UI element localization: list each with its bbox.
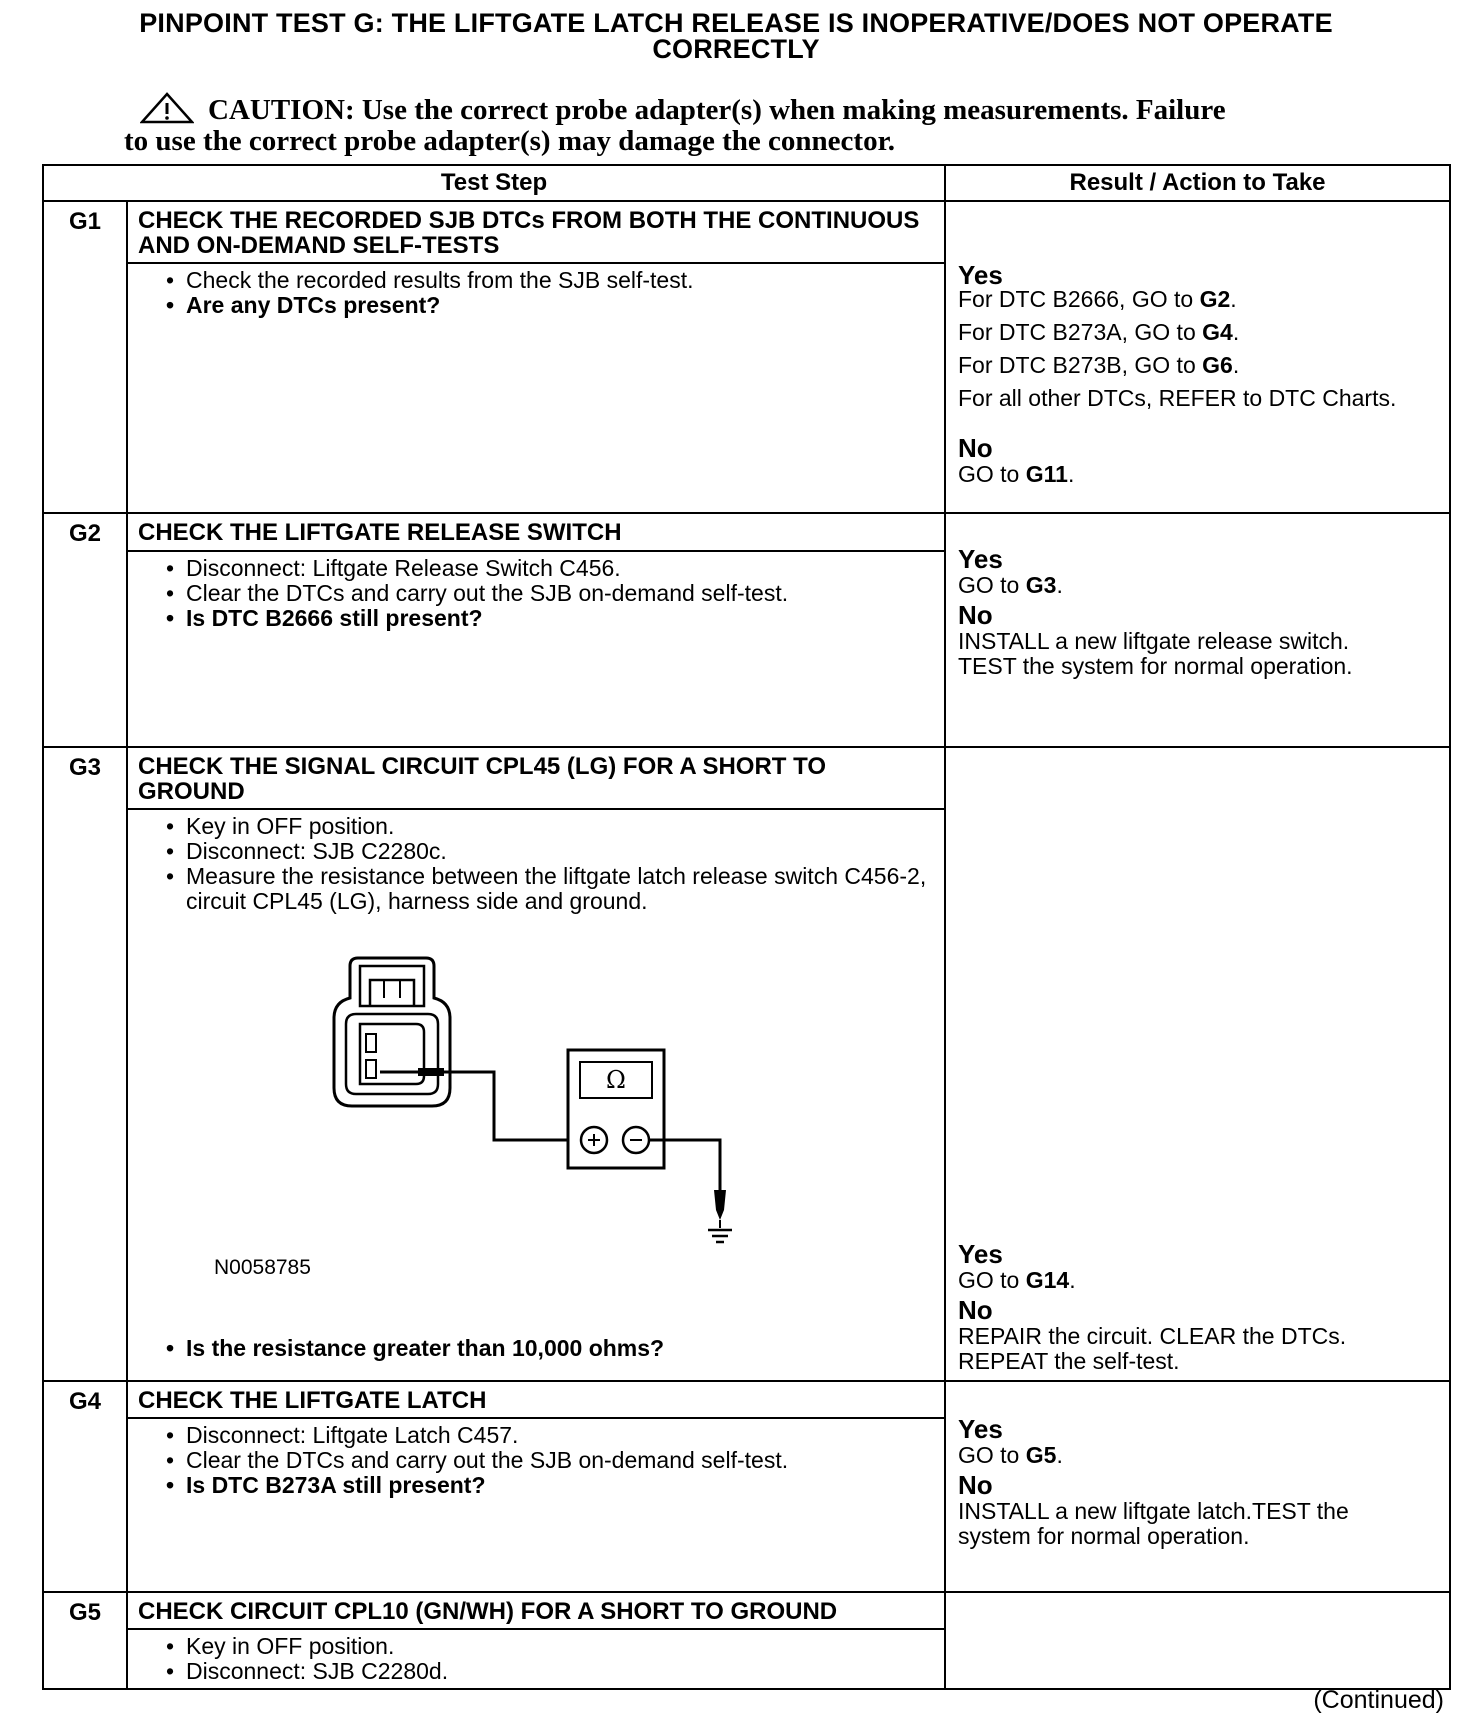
goto-ref: G14 [1025, 1267, 1070, 1293]
title-line-1: PINPOINT TEST G: THE LIFTGATE LATCH RELEASE IS INOPERATIVE/DOES NOT OPERATE [139, 8, 1333, 38]
step-bullet: • Disconnect: Liftgate Latch C457. [166, 1423, 934, 1448]
step-bullet: • Measure the resistance between the liftgate latch release switch C456-2, circuit CPL45 (LG), harness side and ground. [166, 864, 934, 914]
yes-action: GO to [958, 1267, 1026, 1293]
step-g5-head-row [43, 1592, 1450, 1629]
step-body [127, 551, 945, 747]
step-bullet: • Disconnect: SJB C2280c. [166, 839, 934, 864]
yes-label: Yes [958, 544, 1003, 574]
caution-notice [124, 92, 1374, 157]
step-bullet: • Disconnect: SJB C2280d. [166, 1659, 934, 1684]
step-g3-head-row [43, 747, 1450, 809]
connector-c456-icon [334, 958, 450, 1106]
no-action: REPAIR the circuit. CLEAR the DTCs. [958, 1323, 1347, 1349]
probe-wire [444, 1072, 578, 1140]
yes-label: Yes [958, 260, 1003, 290]
step-bullet: • Check the recorded results from the SJB self-test. [166, 268, 934, 293]
table-header-row [43, 165, 1450, 201]
goto-ref: G5 [1025, 1442, 1057, 1468]
step-g1-head-row [43, 201, 1450, 263]
step-g2-result: Yes GO to G3. No INSTALL a new liftgate release switch. TEST the system for normal operation. [945, 513, 1450, 747]
yes-action: GO to [958, 1442, 1026, 1468]
step-heading: CHECK THE LIFTGATE RELEASE SWITCH [127, 513, 945, 551]
step-id: G2 [43, 513, 127, 747]
step-body [127, 1629, 945, 1689]
goto-ref: G4 [1202, 319, 1233, 345]
no-action: system for normal operation. [958, 1523, 1250, 1549]
step-id: G1 [43, 201, 127, 513]
yes-action: For DTC B2666, GO to [958, 286, 1200, 312]
no-action: INSTALL a new liftgate latch.TEST the [958, 1498, 1349, 1524]
no-label: No [958, 600, 993, 630]
step-bullet: • Key in OFF position. [166, 814, 934, 839]
step-question: • Is DTC B2666 still present? [166, 606, 934, 631]
no-action: TEST the system for normal operation. [958, 653, 1353, 679]
ohmmeter-icon [568, 1050, 664, 1168]
no-action: REPEAT the self-test. [958, 1348, 1180, 1374]
step-question: • Is DTC B273A still present? [166, 1473, 934, 1498]
step-bullet: • Clear the DTCs and carry out the SJB on-demand self-test. [166, 1448, 934, 1473]
figure-code: N0058785 [214, 1256, 311, 1279]
step-body [127, 809, 945, 1381]
ground-symbol-icon [708, 1230, 732, 1242]
step-question: • Is the resistance greater than 10,000 ohms? [166, 1336, 934, 1361]
page-title [0, 10, 1472, 62]
no-label: No [958, 1470, 993, 1500]
step-id: G4 [43, 1381, 127, 1592]
ohm-symbol: Ω [606, 1066, 626, 1094]
yes-label: Yes [958, 1414, 1003, 1444]
yes-action: For all other DTCs, REFER to DTC Charts. [958, 385, 1397, 411]
step-g1-result: Yes For DTC B2666, GO to G2. For DTC B273A, GO to G4. For DTC B273B, GO to G6. For all other DTCs, REFER to DTC Charts. No GO to G11. [945, 201, 1450, 513]
no-action: INSTALL a new liftgate release switch. [958, 628, 1350, 654]
step-g2-head-row [43, 513, 1450, 551]
yes-label: Yes [958, 1239, 1003, 1269]
step-heading: CHECK THE SIGNAL CIRCUIT CPL45 (LG) FOR A SHORT TO GROUND [127, 747, 945, 809]
step-heading: CHECK THE RECORDED SJB DTCs FROM BOTH THE CONTINUOUS AND ON-DEMAND SELF-TESTS [127, 201, 945, 263]
step-bullet: • Key in OFF position. [166, 1634, 934, 1659]
step-heading: CHECK THE LIFTGATE LATCH [127, 1381, 945, 1418]
step-id: G5 [43, 1592, 127, 1689]
warning-triangle-icon [140, 92, 194, 126]
step-g5-result [945, 1592, 1450, 1689]
yes-action: For DTC B273B, GO to [958, 352, 1203, 378]
no-label: No [958, 1295, 993, 1325]
ohmmeter-diagram [238, 928, 798, 1308]
step-id: G3 [43, 747, 127, 1381]
col-test-step: Test Step [43, 165, 945, 201]
step-body [127, 263, 945, 513]
no-label: No [958, 433, 993, 463]
step-question: • Are any DTCs present? [166, 293, 934, 318]
yes-action: For DTC B273A, GO to [958, 319, 1203, 345]
measurement-figure [138, 914, 934, 1314]
step-bullet: • Clear the DTCs and carry out the SJB on-demand self-test. [166, 581, 934, 606]
title-line-2: CORRECTLY [652, 34, 820, 64]
goto-ref: G3 [1025, 572, 1057, 598]
step-g3-result: Yes GO to G14. No REPAIR the circuit. CLEAR the DTCs. REPEAT the self-test. [945, 747, 1450, 1381]
col-result: Result / Action to Take [945, 165, 1450, 201]
step-bullet: • Disconnect: Liftgate Release Switch C456. [166, 556, 934, 581]
pinpoint-test-table [42, 164, 1451, 1690]
caution-line-1: CAUTION: Use the correct probe adapter(s) when making measurements. Failure [208, 94, 1226, 126]
caution-line-2: to use the correct probe adapter(s) may damage the connector. [124, 125, 896, 157]
step-body [127, 1418, 945, 1592]
continued-label: (Continued) [1313, 1686, 1444, 1714]
no-action: GO to [958, 461, 1026, 487]
goto-ref: G11 [1025, 461, 1068, 487]
goto-ref: G2 [1199, 286, 1231, 312]
goto-ref: G6 [1202, 352, 1233, 378]
step-g4-result: Yes GO to G5. No INSTALL a new liftgate latch.TEST the system for normal operation. [945, 1381, 1450, 1592]
step-g4-head-row [43, 1381, 1450, 1418]
yes-action: GO to [958, 572, 1026, 598]
step-heading: CHECK CIRCUIT CPL10 (GN/WH) FOR A SHORT TO GROUND [127, 1592, 945, 1629]
